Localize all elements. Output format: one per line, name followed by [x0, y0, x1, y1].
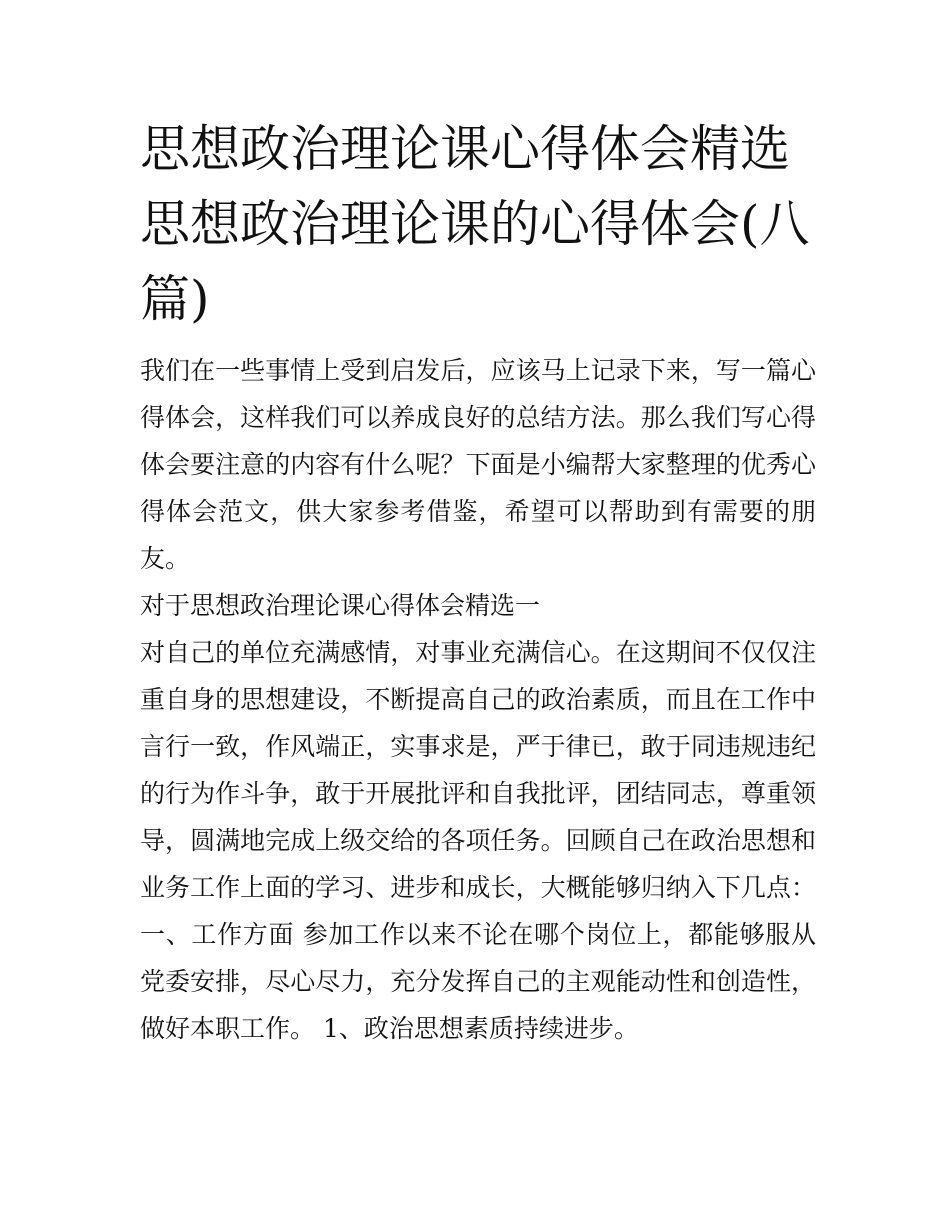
body-paragraph: 对自己的单位充满感情，对事业充满信心。在这期间不仅仅注重自身的思想建设，不断提高自己的政治素质，而且在工作中言行一致，作风端正，实事求是，严于律已，敢于同违规违纪的行为作斗争，敢于开展批评和自我批评，团结同志，尊重领导，圆满地完成上级交给的各项任务。回顾自己在政治思想和业务工作上面的学习、进步和成长，大概能够归纳入下几点：一、工作方面 参加工作以来不论在哪个岗位上，都能够服从党委安排，尽心尽力，充分发挥自己的主观能动性和创造性，做好本职工作。 1、政治思想素质持续进步。 — [140, 638, 816, 1043]
intro-paragraph: 我们在一些事情上受到启发后，应该马上记录下来，写一篇心得体会，这样我们可以养成良好的总结方法。那么我们写心得体会要注意的内容有什么呢？下面是小编帮大家整理的优秀心得体会范文，供大家参考借鉴，希望可以帮助到有需要的朋友。 — [140, 356, 816, 573]
section-heading: 对于思想政治理论课心得体会精选一 — [140, 591, 541, 620]
document-title: 思想政治理论课心得体会精选思想政治理论课的心得体会(八篇) — [140, 120, 810, 328]
document-content — [140, 112, 816, 1052]
